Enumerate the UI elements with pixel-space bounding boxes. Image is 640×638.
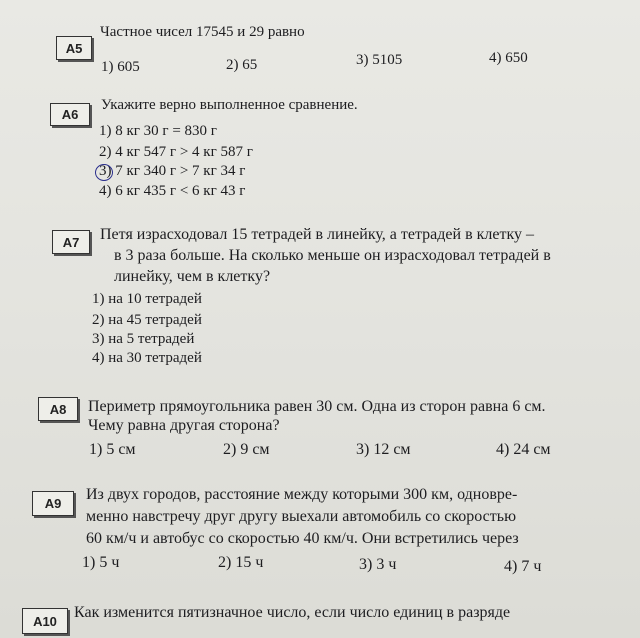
question-number-badge: A6 bbox=[50, 103, 90, 126]
answer-option: 1) 605 bbox=[101, 59, 140, 75]
pen-circle-mark bbox=[95, 164, 113, 181]
question-line: линейку, чем в клетку? bbox=[114, 268, 271, 285]
answer-option: 2) 65 bbox=[226, 57, 258, 73]
answer-option: 3) 3 ч bbox=[359, 556, 397, 573]
answer-option: 1) на 10 тетрадей bbox=[92, 291, 202, 307]
answer-option: 2) на 45 тетрадей bbox=[92, 312, 202, 328]
answer-option: 4) на 30 тетрадей bbox=[92, 350, 202, 366]
answer-option: 3) на 5 тетрадей bbox=[92, 331, 195, 347]
answer-option: 2) 4 кг 547 г > 4 кг 587 г bbox=[99, 144, 253, 160]
question-number-badge: A8 bbox=[38, 397, 78, 421]
answer-option: 2) 9 см bbox=[223, 441, 270, 458]
question-number-badge: A5 bbox=[56, 36, 92, 60]
question-line: Периметр прямоугольника равен 30 см. Одна из сторон равна 6 см. bbox=[88, 398, 546, 415]
question-number-badge: A10 bbox=[22, 608, 68, 634]
question-line: менно навстречу друг другу выехали автомобиль со скоростью bbox=[86, 508, 517, 525]
answer-option: 4) 6 кг 435 г < 6 кг 43 г bbox=[99, 183, 246, 199]
answer-option: 4) 24 см bbox=[496, 441, 551, 458]
answer-option: 3) 12 см bbox=[356, 441, 411, 458]
question-text bbox=[88, 397, 546, 435]
question-text bbox=[100, 224, 630, 287]
question-text: Частное чисел 17545 и 29 равно bbox=[100, 24, 305, 40]
answer-option: 3) 5105 bbox=[356, 52, 403, 68]
answer-option: 4) 7 ч bbox=[504, 558, 542, 575]
answer-option: 1) 8 кг 30 г = 830 г bbox=[99, 123, 217, 139]
answer-option-selected: 3) 7 кг 340 г > 7 кг 34 г bbox=[99, 163, 245, 180]
question-number-badge: A7 bbox=[52, 230, 90, 254]
question-line: Петя израсходовал 15 тетрадей в линейку, а тетрадей в клетку – bbox=[100, 226, 535, 243]
question-number-badge: A9 bbox=[32, 491, 74, 516]
question-line: Из двух городов, расстояние между которыми 300 км, одновре- bbox=[86, 486, 518, 503]
answer-option: 2) 15 ч bbox=[218, 554, 264, 571]
answer-option: 4) 650 bbox=[489, 50, 528, 66]
question-text: Как изменится пятизначное число, если число единиц в разряде bbox=[74, 604, 511, 621]
answer-option: 1) 5 см bbox=[89, 441, 136, 458]
question-line: Чему равна другая сторона? bbox=[88, 417, 280, 434]
answer-option: 1) 5 ч bbox=[82, 554, 120, 571]
question-text bbox=[86, 484, 519, 550]
question-line: в 3 раза больше. На сколько меньше он израсходовал тетрадей в bbox=[114, 247, 551, 264]
question-line: 60 км/ч и автобус со скоростью 40 км/ч. Они встретились через bbox=[86, 530, 519, 547]
question-text: Укажите верно выполненное сравнение. bbox=[101, 97, 358, 113]
